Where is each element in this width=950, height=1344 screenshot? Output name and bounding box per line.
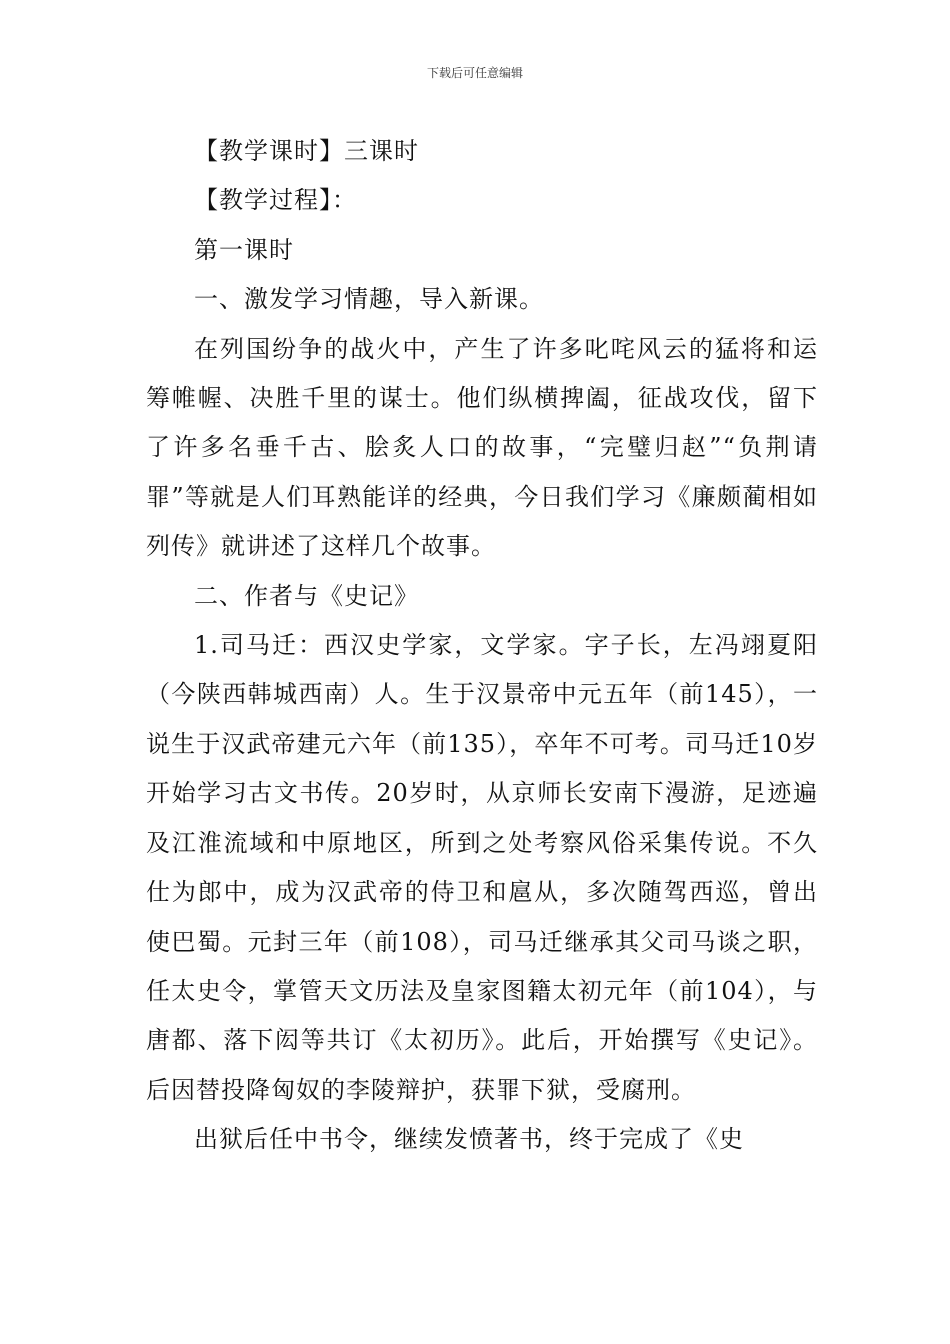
paragraph-sima-qian: 1.司马迁：西汉史学家，文学家。字子长，左冯翊夏阳（今陕西韩城西南）人。生于汉景帝中元五年（前145），一说生于汉武帝建元六年（前135），卒年不可考。司马迁10岁开始学习古文书传。20岁时，从京师长安南下漫游，足迹遍及江淮流域和中原地区，所到之处考察风俗采集传说。不久仕为郎中，成为汉武帝的侍卫和扈从，多次随驾西巡，曾出使巴蜀。元封三年（前108），司马迁继承其父司马谈之职，任太史令，掌管天文历法及皇家图籍太初元年（前104），与唐都、落下闳等共订《太初历》。此后，开始撰写《史记》。后因替投降匈奴的李陵辩护，获罪下狱，受腐刑。 bbox=[146, 631, 818, 1104]
paragraph-teaching-process: 【教学过程】： bbox=[194, 186, 357, 215]
document-body bbox=[146, 127, 818, 1165]
paragraph-first-lesson: 第一课时 bbox=[194, 235, 294, 264]
paragraph-class-hours: 【教学课时】三课时 bbox=[194, 137, 419, 165]
paragraph-section-two: 二、作者与《史记》 bbox=[194, 581, 419, 610]
paragraph-introduction: 在列国纷争的战火中，产生了许多叱咤风云的猛将和运筹帷幄、决胜千里的谋士。他们纵横捭阖，征战攻伐，留下了许多名垂千古、脍炙人口的故事，“完璧归赵”“负荆请罪”等就是人们耳熟能详的经典，今日我们学习《廉颇蔺相如列传》就讲述了这样几个故事。 bbox=[146, 334, 818, 561]
paragraph-after-prison: 出狱后任中书令，继续发愤著书，终于完成了《史 bbox=[194, 1125, 744, 1154]
page-header: 下载后可任意编辑 bbox=[426, 66, 523, 80]
paragraph-section-one: 一、激发学习情趣，导入新课。 bbox=[194, 285, 544, 314]
